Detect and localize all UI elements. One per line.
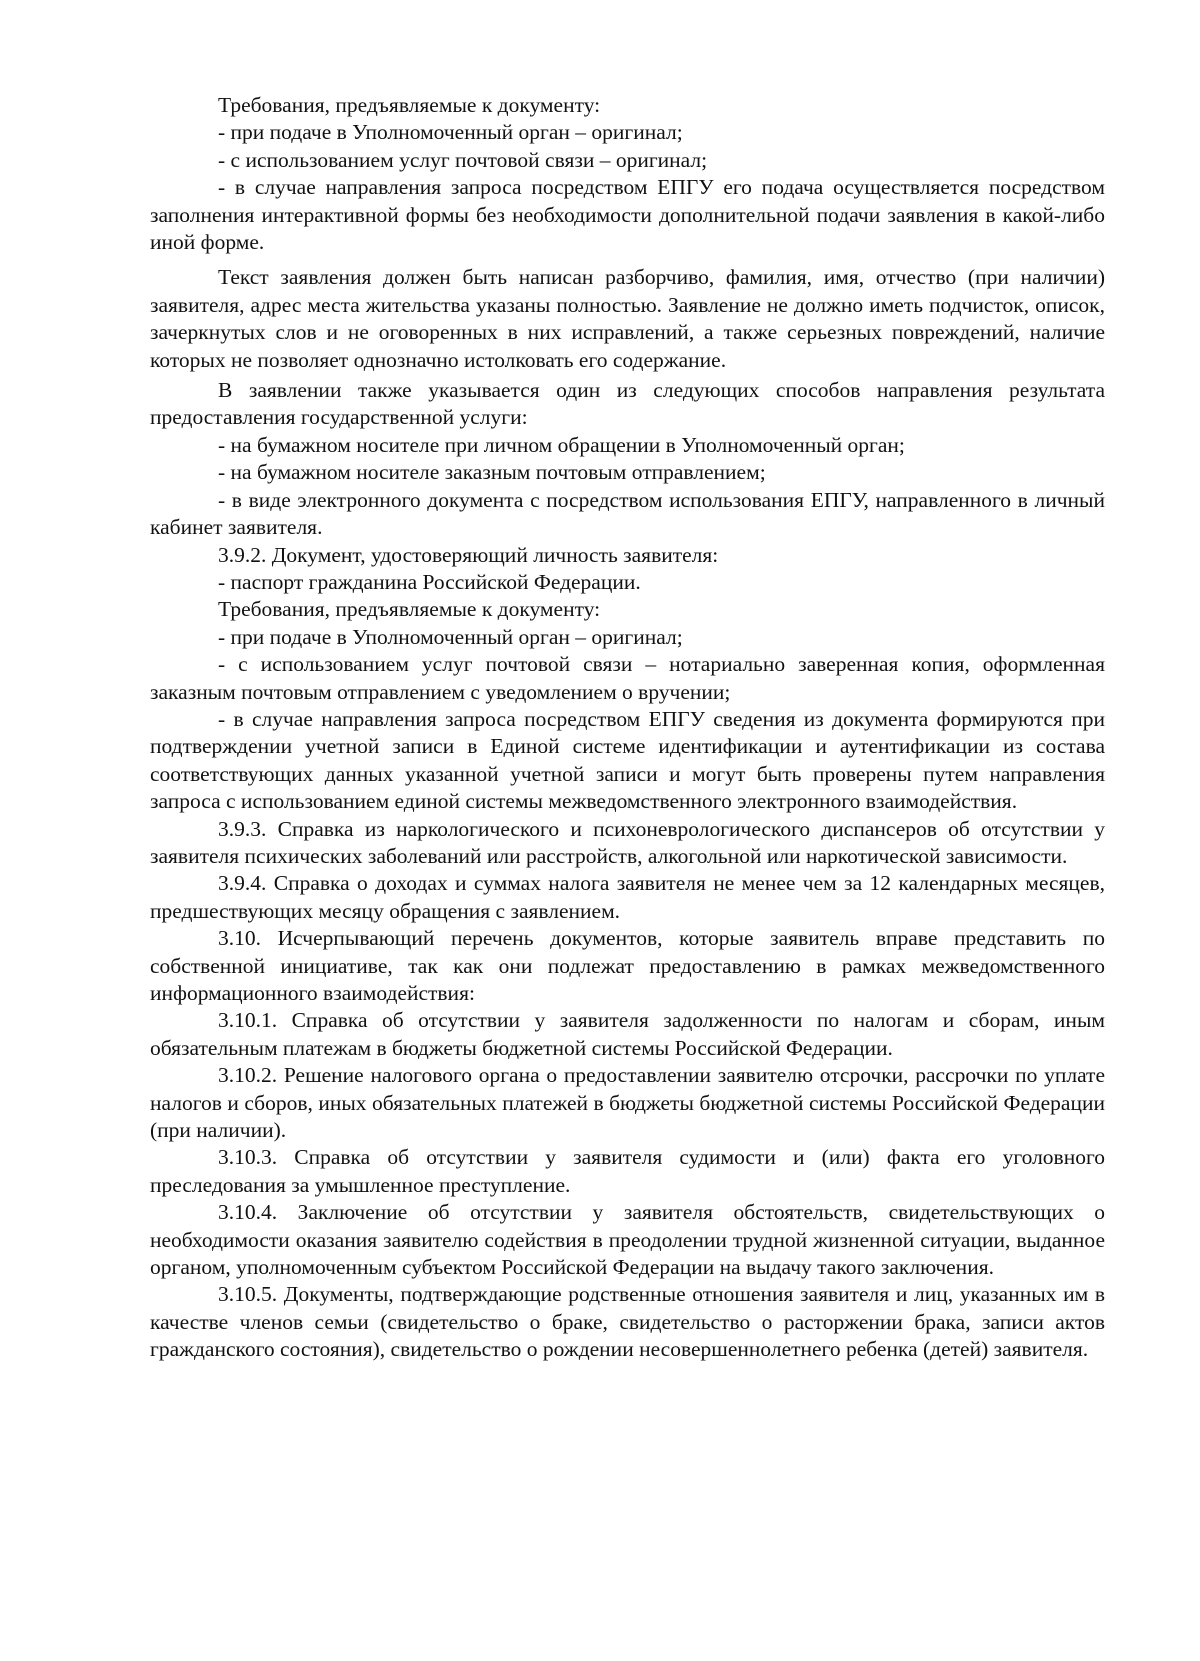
paragraph-original-in-office-1: - при подаче в Уполномоченный орган – оригинал;: [218, 120, 683, 145]
paragraph-original-in-office-2: - при подаче в Уполномоченный орган – оригинал;: [218, 624, 683, 649]
paragraph-3-10-3-no-criminal-record: 3.10.3. Справка об отсутствии у заявителя судимости и (или) факта его уголовного преследования за умышленное преступление.: [150, 1145, 1105, 1197]
paragraph-requirements-heading-2: Требования, предъявляемые к документу:: [218, 597, 601, 622]
paragraph-paper-in-person: - на бумажном носителе при личном обращении в Уполномоченный орган;: [218, 432, 905, 457]
paragraph-original-by-post: - с использованием услуг почтовой связи – оригинал;: [218, 147, 708, 172]
paragraph-epgu-account-verification: - в случае направления запроса посредством ЕПГУ сведения из документа формируются при подтверждении учетной записи в Единой системе идентификации и аутентификации из состава соответствующих данных указанной учетной записи и могут быть проверены путем направления запроса с использованием единой системы межведомственного электронного взаимодействия.: [150, 706, 1105, 814]
paragraph-electronic-document: - в виде электронного документа с посредством использования ЕПГУ, направленного в личный кабинет заявителя.: [150, 487, 1105, 540]
paragraph-3-10-optional-documents: 3.10. Исчерпывающий перечень документов, которые заявитель вправе представить по собственной инициативе, так как они подлежат предоставлению в рамках межведомственного информационного взаимодействия:: [150, 926, 1105, 1005]
paragraph-paper-registered-mail: - на бумажном носителе заказным почтовым отправлением;: [218, 460, 766, 485]
paragraph-passport: - паспорт гражданина Российской Федерации.: [218, 569, 641, 594]
paragraph-3-10-2-tax-deferral: 3.10.2. Решение налогового органа о предоставлении заявителю отсрочки, рассрочки по уплате налогов и сборов, иных обязательных платежей в бюджеты бюджетной системы Российской Федерации (при наличии).: [150, 1063, 1105, 1143]
paragraph-3-9-3-medical-certificate: 3.9.3. Справка из наркологического и психоневрологического диспансеров об отсутствии у заявителя психических заболеваний или расстройств, алкогольной или наркотической зависимости.: [150, 816, 1105, 868]
paragraph-notarized-copy-by-post: - с использованием услуг почтовой связи – нотариально заверенная копия, оформленная заказным почтовым отправлением с уведомлением о вручении;: [150, 652, 1105, 704]
paragraph-3-9-4-income-certificate: 3.9.4. Справка о доходах и суммах налога заявителя не менее чем за 12 календарных месяцев, предшествующих месяцу обращения с заявлением.: [150, 871, 1105, 923]
paragraph-3-10-1-no-tax-debt: 3.10.1. Справка об отсутствии у заявителя задолженности по налогам и сборам, иным обязательным платежам в бюджеты бюджетной системы Российской Федерации.: [150, 1008, 1105, 1060]
document-page: [150, 92, 1105, 1364]
paragraph-requirements-heading-1: Требования, предъявляемые к документу:: [218, 93, 601, 117]
paragraph-application-text-rules: Текст заявления должен быть написан разборчиво, фамилия, имя, отчество (при наличии) заявителя, адрес места жительства указаны полностью. Заявление не должно иметь подчисток, описок, зачеркнутых слов и не оговоренных в них исправлений, а также серьезных повреждений, наличие которых не позволяет однозначно истолковать его содержание.: [150, 265, 1105, 372]
paragraph-epgu-interactive-form: - в случае направления запроса посредством ЕПГУ его подача осуществляется посредством заполнения интерактивной формы без необходимости дополнительной подачи заявления в какой-либо иной форме.: [150, 175, 1105, 255]
paragraph-result-delivery-methods: В заявлении также указывается один из следующих способов направления результата предоставления государственной услуги:: [150, 378, 1105, 430]
paragraph-3-10-4-hardship-conclusion: 3.10.4. Заключение об отсутствии у заявителя обстоятельств, свидетельствующих о необходимости оказания заявителю содействия в преодолении трудной жизненной ситуации, выданное органом, уполномоченным субъектом Российской Федерации на выдачу такого заключения.: [150, 1200, 1105, 1280]
paragraph-3-10-5-family-documents: 3.10.5. Документы, подтверждающие родственные отношения заявителя и лиц, указанных им в качестве членов семьи (свидетельство о браке, свидетельство о расторжении брака, записи актов гражданского состояния), свидетельство о рождении несовершеннолетнего ребенка (детей) заявителя.: [150, 1282, 1105, 1362]
paragraph-3-9-2-identity-document: 3.9.2. Документ, удостоверяющий личность заявителя:: [218, 542, 719, 567]
